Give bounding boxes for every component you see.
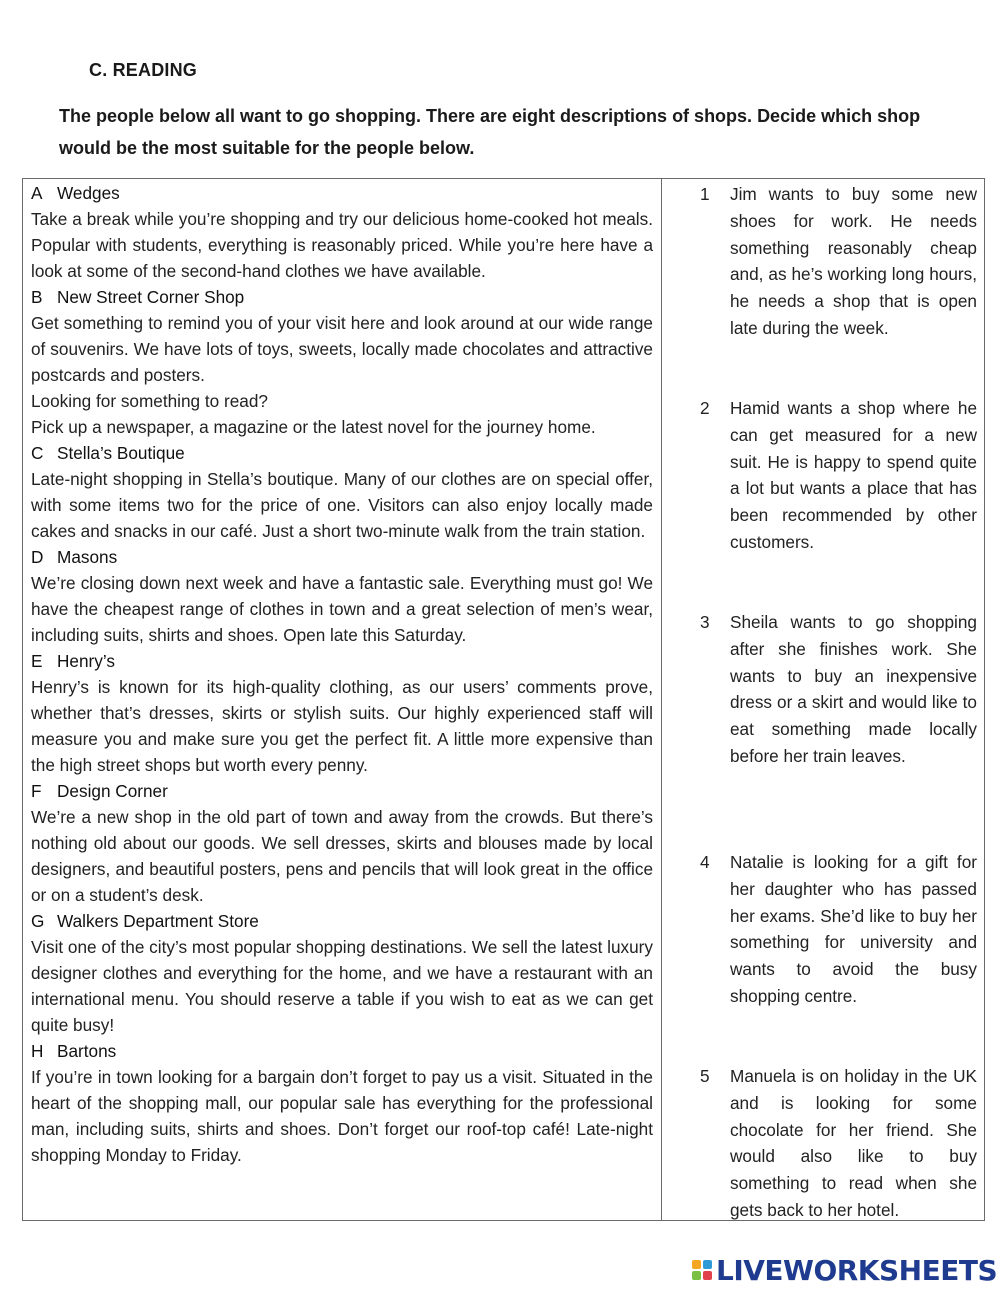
person-description: Sheila wants to go shopping after she finishes work. She wants to buy an inexpensive dress or a skirt and would like to eat something made locally before her train leaves. [730, 612, 977, 766]
shop-description-paragraph: Get something to remind you of your visit here and look around at our wide range of souvenirs. We have lots of toys, sweets, locally made chocolates and attractive postcards and posters. [31, 313, 653, 385]
logo-square [703, 1260, 712, 1269]
shop-description [31, 570, 653, 648]
reading-table [22, 178, 985, 1221]
shop-name: Stella’s Boutique [57, 443, 185, 463]
shop-description [31, 934, 653, 1038]
shop-description [31, 466, 653, 544]
shop-title [31, 778, 653, 804]
shop-description [31, 1064, 653, 1168]
shop-description-paragraph: Looking for something to read? [31, 391, 268, 411]
shop-title [31, 648, 653, 674]
shop-description-paragraph: If you’re in town looking for a bargain don’t forget to pay us a visit. Situated in the heart of the shopping mall, our popular sale has everything for the professional man, including suits, shirts and shoes. Don’t forget our roof-top café! Late-night shopping Monday to Friday. [31, 1067, 653, 1165]
shop-title [31, 180, 653, 206]
shop-letter: F [31, 781, 42, 801]
shop-letter: E [31, 651, 43, 671]
shop-entry [31, 648, 653, 778]
person-number: 3 [700, 612, 710, 632]
shop-letter: G [31, 911, 45, 931]
shop-title [31, 440, 653, 466]
shop-name: New Street Corner Shop [57, 287, 245, 307]
shop-description [31, 310, 653, 440]
shop-title [31, 284, 653, 310]
liveworksheets-logo [692, 1252, 997, 1288]
column-divider [661, 179, 662, 1220]
shop-entry [31, 1038, 653, 1168]
shop-name: Henry’s [57, 651, 115, 671]
shop-letter: H [31, 1041, 44, 1061]
shop-description [31, 674, 653, 778]
shop-entry [31, 180, 653, 284]
person-number: 4 [700, 852, 710, 872]
shop-letter: D [31, 547, 44, 567]
person-number: 2 [700, 398, 710, 418]
shop-title [31, 544, 653, 570]
liveworksheets-logo-icon [692, 1260, 712, 1280]
shop-letter: C [31, 443, 44, 463]
shop-name: Wedges [57, 183, 120, 203]
shop-entry [31, 908, 653, 1038]
shop-description [31, 804, 653, 908]
shop-descriptions [31, 180, 653, 1168]
shop-entry [31, 284, 653, 440]
shop-entry [31, 440, 653, 544]
people-list [663, 179, 985, 1220]
shop-entry [31, 544, 653, 648]
shop-title [31, 908, 653, 934]
shop-letter: B [31, 287, 43, 307]
person-description: Jim wants to buy some new shoes for work. He needs something reasonably cheap and, as he’s working long hours, he needs a shop that is open late during the week. [730, 184, 977, 338]
person-number: 1 [700, 184, 710, 204]
logo-square [692, 1260, 701, 1269]
shop-name: Design Corner [57, 781, 168, 801]
shop-name: Bartons [57, 1041, 117, 1061]
instructions: The people below all want to go shopping. There are eight descriptions of shops. Decide which shop would be the most suitable for the people below. [59, 106, 921, 158]
logo-text: LIVEWORKSHEETS [716, 1253, 998, 1287]
shop-description-paragraph: Henry’s is known for its high-quality clothing, as our users’ comments prove, whether that’s dresses, skirts or stylish suits. Our highly experienced staff will measure you and make sure you get the perfect fit. A little more expensive than the high street shops but worth every penny. [31, 677, 653, 775]
logo-square [692, 1271, 701, 1280]
section-title: C. READING [89, 60, 198, 80]
shop-entry [31, 778, 653, 908]
shop-name: Masons [57, 547, 118, 567]
shop-description-paragraph: Take a break while you’re shopping and try our delicious home-cooked hot meals. Popular with students, everything is reasonably priced. While you’re here have a look at some of the second-hand clothes we have available. [31, 209, 653, 281]
shop-name: Walkers Department Store [57, 911, 259, 931]
person-number: 5 [700, 1066, 710, 1086]
shop-description-paragraph: Visit one of the city’s most popular shopping destinations. We sell the latest luxury designer clothes and everything for the home, and we have a restaurant with an international menu. You should reserve a table if you wish to eat as we can get quite busy! [31, 937, 653, 1035]
shop-description-paragraph: We’re a new shop in the old part of town and away from the crowds. But there’s nothing old about our goods. We sell dresses, skirts and blouses made by local designers, and beautiful posters, pens and pencils that will look great in the office or on a student’s desk. [31, 807, 653, 905]
shop-title [31, 1038, 653, 1064]
shop-letter: A [31, 183, 43, 203]
person-description: Hamid wants a shop where he can get measured for a new suit. He is happy to spend quite a lot but wants a place that has been recommended by other customers. [730, 398, 977, 552]
shop-description [31, 206, 653, 284]
shop-description-paragraph: Pick up a newspaper, a magazine or the latest novel for the journey home. [31, 417, 596, 437]
logo-square [703, 1271, 712, 1280]
shop-description-paragraph: Late-night shopping in Stella’s boutique. Many of our clothes are on special offer, with some items two for the price of one. Visitors can also enjoy locally made cakes and snacks in our café. Just a short two-minute walk from the train station. [31, 469, 653, 541]
person-description: Manuela is on holiday in the UK and is looking for some chocolate for her friend. She would also like to buy something to read when she gets back to her hotel. [730, 1066, 977, 1220]
shop-description-paragraph: We’re closing down next week and have a fantastic sale. Everything must go! We have the cheapest range of clothes in town and a great selection of men’s wear, including suits, shirts and shoes. Open late this Saturday. [31, 573, 653, 645]
person-description: Natalie is looking for a gift for her daughter who has passed her exams. She’d like to buy her something for university and wants to avoid the busy shopping centre. [730, 852, 977, 1006]
